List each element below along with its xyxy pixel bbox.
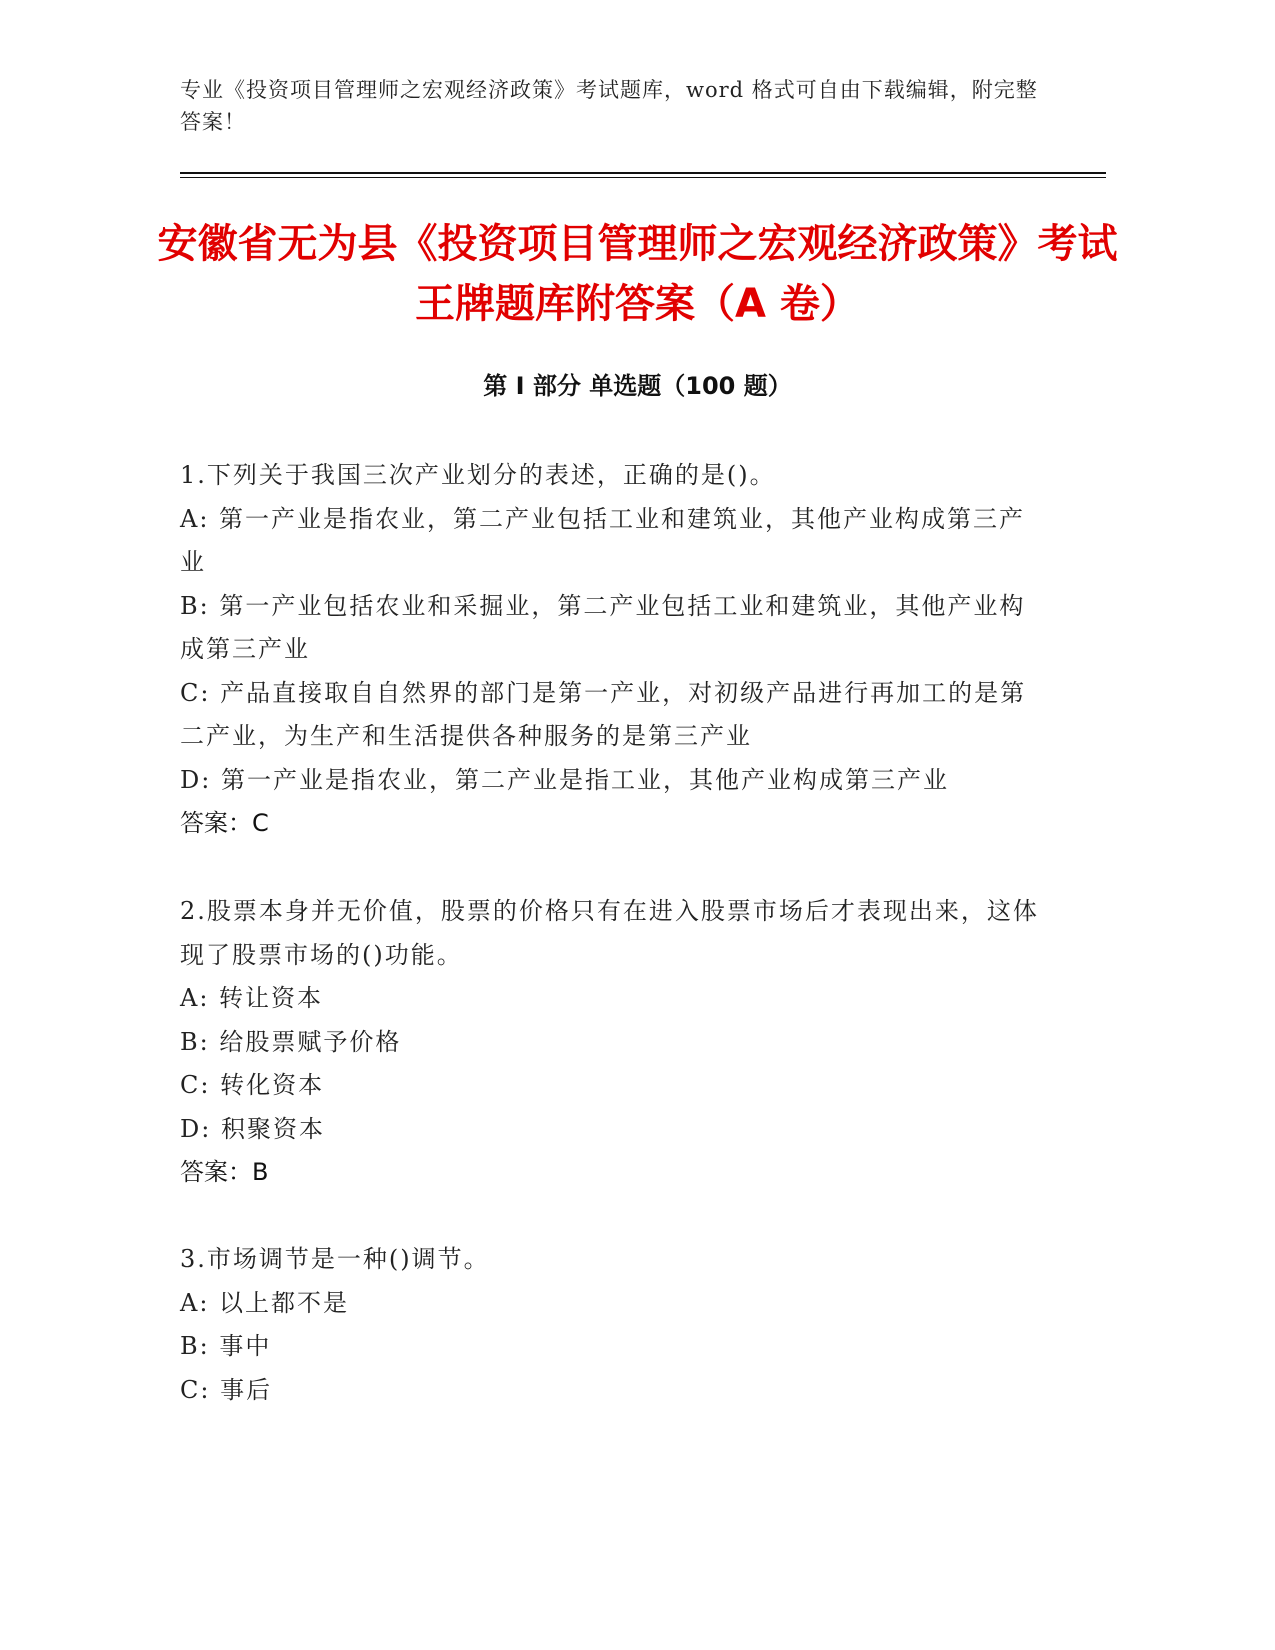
question-3 [180, 1238, 1040, 1412]
question-1 [180, 454, 1040, 846]
question-2-option-b: B: 给股票赋予价格 [180, 1027, 402, 1056]
question-3-option-b: B: 事中 [180, 1332, 272, 1360]
question-1-answer: 答案：C [180, 809, 269, 837]
question-3-stem: 3.市场调节是一种()调节。 [180, 1245, 490, 1273]
question-2-stem: 2.股票本身并无价值，股票的价格只有在进入股票市场后才表现出来，这体现了股票市场的()功能。 [180, 897, 1039, 969]
question-2 [180, 890, 1040, 1195]
document-title: 安徽省无为县《投资项目管理师之宏观经济政策》考试王牌题库附答案（A 卷） [157, 221, 1118, 327]
header-rule-thick [180, 172, 1106, 174]
question-3-option-a: A: 以上都不是 [180, 1288, 350, 1317]
header-rule-thin [180, 177, 1106, 178]
question-2-option-c: C: 转化资本 [180, 1071, 325, 1099]
section-title: 第 I 部分 单选题（100 题） [483, 372, 792, 400]
header-note: 专业《投资项目管理师之宏观经济政策》考试题库，word 格式可自由下载编辑，附完整答案！ [180, 78, 1038, 134]
question-2-option-d: D: 积聚资本 [180, 1114, 325, 1143]
question-1-option-b: B: 第一产业包括农业和采掘业，第二产业包括工业和建筑业，其他产业构成第三产业 [180, 591, 1026, 663]
question-2-option-a: A: 转让资本 [180, 984, 324, 1012]
question-3-option-c: C: 事后 [180, 1375, 273, 1404]
question-1-stem: 1.下列关于我国三次产业划分的表述，正确的是()。 [180, 461, 776, 489]
question-2-answer: 答案：B [180, 1158, 269, 1186]
question-1-option-d: D: 第一产业是指农业，第二产业是指工业，其他产业构成第三产业 [180, 765, 949, 794]
question-1-option-a: A: 第一产业是指农业，第二产业包括工业和建筑业，其他产业构成第三产业 [180, 504, 1026, 576]
question-1-option-c: C: 产品直接取自自然界的部门是第一产业，对初级产品进行再加工的是第二产业，为生产和生活提供各种服务的是第三产业 [180, 678, 1027, 750]
